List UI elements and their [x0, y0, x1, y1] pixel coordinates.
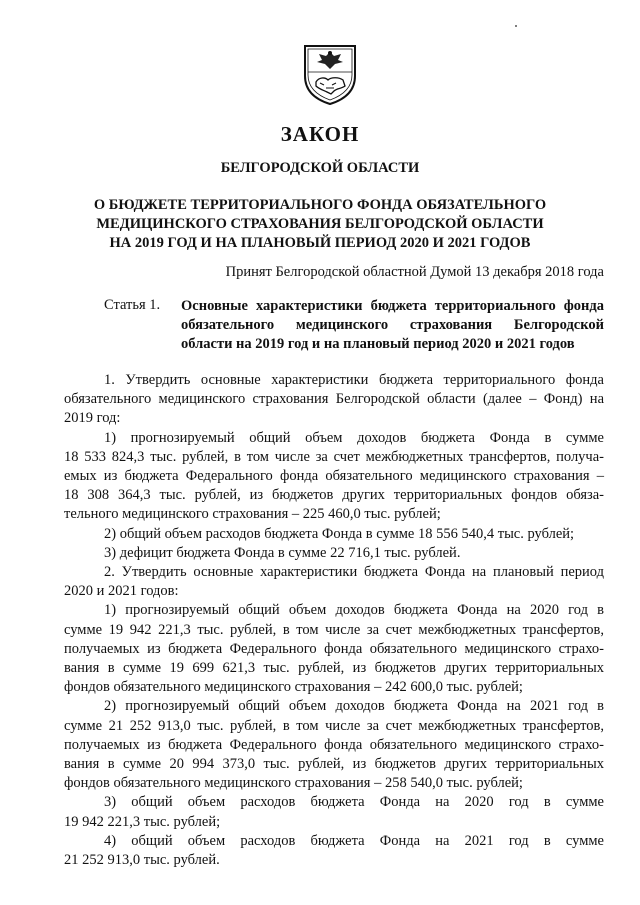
text-line: сумме 19 942 221,3 тыс. рублей, в том числе за счет межбюджетных трансфертов, — [64, 621, 604, 638]
body-paragraph — [64, 544, 604, 563]
text-line: 2) общий объем расходов бюджета Фонда в сумме 18 556 540,4 тыс. рублей; — [104, 525, 575, 542]
text-line: 19 942 221,3 тыс. рублей; — [64, 813, 221, 830]
text-line: 4) общий объем расходов бюджета Фонда на 2021 год в сумме — [104, 832, 604, 849]
text-line: 2. Утвердить основные характеристики бюджета Фонда на плановый период — [104, 564, 604, 581]
text-line: тельного медицинского страхования – 225 460,0 тыс. рублей; — [64, 506, 441, 523]
text-line: 18 308 364,3 тыс. рублей, из бюджетов других территориальных фондов обяза- — [64, 487, 604, 504]
text-line: 2019 год: — [64, 410, 121, 427]
body-paragraph — [64, 429, 604, 525]
subject-line: МЕДИЦИНСКОГО СТРАХОВАНИЯ БЕЛГОРОДСКОЙ ОБЛАСТИ — [96, 216, 544, 232]
text-line: 2020 и 2021 годов: — [64, 583, 179, 600]
body-paragraph — [64, 601, 604, 697]
text-line: 1. Утвердить основные характеристики бюджета территориального фонда — [104, 372, 604, 388]
coat-of-arms-icon — [301, 42, 359, 106]
text-line: 21 252 913,0 тыс. рублей. — [64, 852, 220, 869]
text-line: 18 533 824,3 тыс. рублей, в том числе за счет межбюджетных трансфертов, получа- — [64, 448, 604, 465]
scan-speck — [515, 25, 517, 27]
body-paragraph — [64, 832, 604, 870]
text-line: 3) дефицит бюджета Фонда в сумме 22 716,1 тыс. рублей. — [104, 544, 461, 561]
body-paragraph — [64, 697, 604, 793]
text-line: емых из бюджета Федерального фонда обязательного медицинского страхования – — [64, 468, 604, 485]
text-line: фондов обязательного медицинского страхования – 242 600,0 тыс. рублей; — [64, 679, 523, 696]
text-line: вания в сумме 19 699 621,3 тыс. рублей, из бюджетов других территориальных — [64, 660, 604, 677]
region-title: БЕЛГОРОДСКОЙ ОБЛАСТИ — [220, 160, 420, 176]
text-line: получаемых из бюджета Федерального фонда обязательного медицинского страхо- — [64, 640, 604, 657]
article-label: Статья 1. — [104, 297, 161, 313]
article-body — [64, 371, 604, 870]
text-line: сумме 21 252 913,0 тыс. рублей, в том числе за счет межбюджетных трансфертов, — [64, 717, 604, 734]
document-type-title: ЗАКОН — [280, 122, 360, 146]
body-paragraph — [64, 371, 604, 429]
body-paragraph — [64, 793, 604, 831]
article-title: Основные характеристики бюджета территориального фонда обязательного медицинского страхования Белгородской области на 2019 год и на плановый период 2020 и 2021 годов — [181, 298, 604, 352]
text-line: фондов обязательного медицинского страхования – 258 540,0 тыс. рублей; — [64, 775, 523, 792]
text-line: 1) прогнозируемый общий объем доходов бюджета Фонда на 2020 год в — [104, 602, 604, 619]
body-paragraph — [64, 563, 604, 601]
text-line: 2) прогнозируемый общий объем доходов бюджета Фонда на 2021 год в — [104, 698, 604, 715]
adoption-note: Принят Белгородской областной Думой 13 декабря 2018 года — [225, 264, 604, 280]
text-line: получаемых из бюджета Федерального фонда обязательного медицинского страхо- — [64, 736, 604, 753]
text-line: вания в сумме 20 994 373,0 тыс. рублей, из бюджетов других территориальных — [64, 756, 604, 773]
text-line: 3) общий объем расходов бюджета Фонда на 2020 год в сумме — [104, 794, 604, 811]
text-line: 1) прогнозируемый общий объем доходов бюджета Фонда в сумме — [104, 429, 604, 446]
subject-line: НА 2019 ГОД И НА ПЛАНОВЫЙ ПЕРИОД 2020 И 2021 ГОДОВ — [109, 235, 531, 251]
subject-line: О БЮДЖЕТЕ ТЕРРИТОРИАЛЬНОГО ФОНДА ОБЯЗАТЕЛЬНОГО — [93, 197, 547, 213]
text-line: обязательного медицинского страхования Белгородской области (далее – Фонд) на — [64, 391, 604, 408]
body-paragraph — [64, 525, 604, 544]
